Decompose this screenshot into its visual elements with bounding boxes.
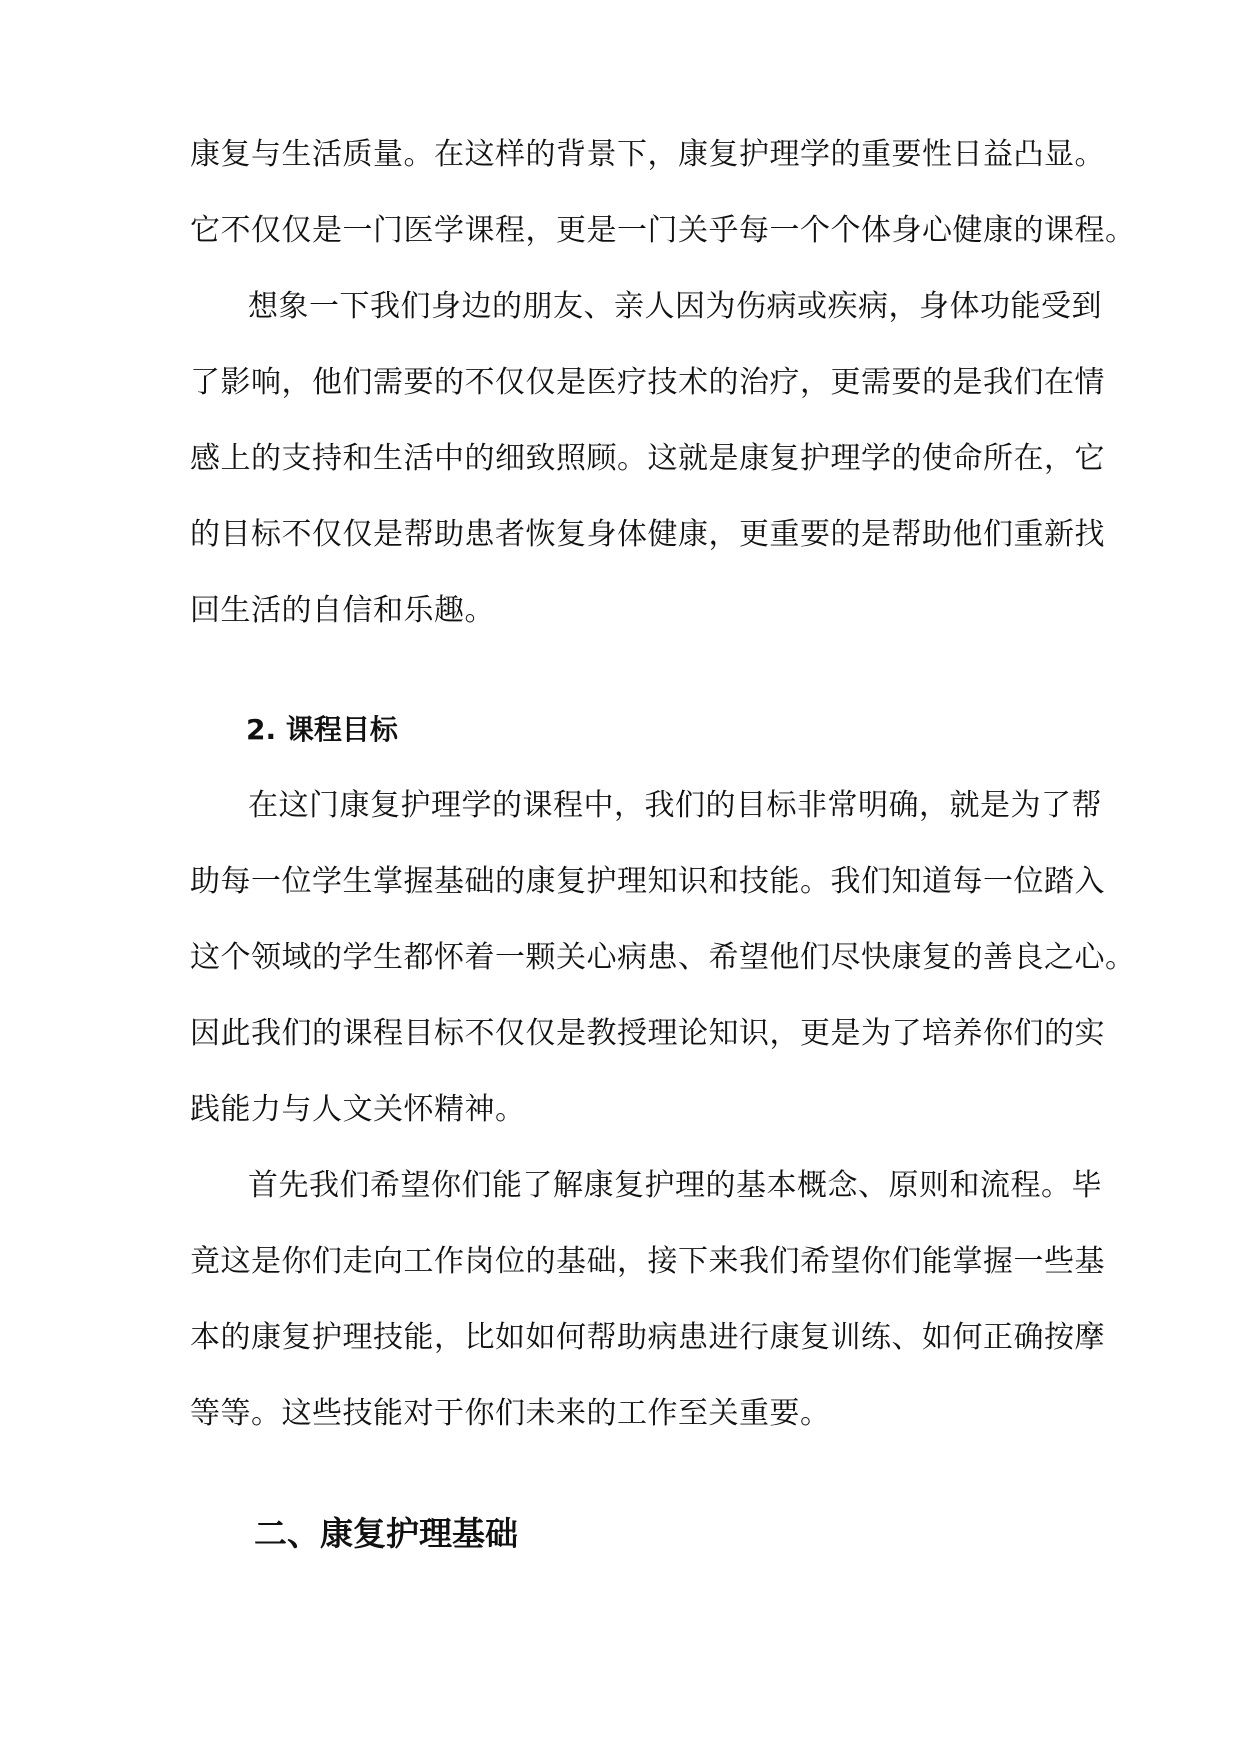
section-heading: 2. 课程目标 — [246, 713, 398, 746]
paragraph-line: 践能力与人文关怀精神。 — [190, 1092, 526, 1127]
paragraph-line: 想象一下我们身边的朋友、亲人因为伤病或疾病，身体功能受到 — [248, 289, 1102, 324]
paragraph-line: 因此我们的课程目标不仅仅是教授理论知识，更是为了培养你们的实 — [190, 1016, 1105, 1051]
paragraph-line: 的目标不仅仅是帮助患者恢复身体健康，更重要的是帮助他们重新找 — [190, 517, 1105, 552]
paragraph-line: 首先我们希望你们能了解康复护理的基本概念、原则和流程。毕 — [248, 1168, 1102, 1203]
paragraph-line: 等等。这些技能对于你们未来的工作至关重要。 — [190, 1396, 831, 1431]
paragraph-line: 这个领域的学生都怀着一颗关心病患、希望他们尽快康复的善良之心。 — [190, 940, 1136, 975]
paragraph-line: 感上的支持和生活中的细致照顾。这就是康复护理学的使命所在，它 — [190, 441, 1105, 476]
paragraph-line: 本的康复护理技能，比如如何帮助病患进行康复训练、如何正确按摩 — [190, 1320, 1105, 1355]
paragraph-line: 助每一位学生掌握基础的康复护理知识和技能。我们知道每一位踏入 — [190, 864, 1105, 899]
paragraph-line: 了影响，他们需要的不仅仅是医疗技术的治疗，更需要的是我们在情 — [190, 365, 1105, 400]
paragraph-line: 回生活的自信和乐趣。 — [190, 593, 495, 628]
paragraph-line: 竟这是你们走向工作岗位的基础，接下来我们希望你们能掌握一些基 — [190, 1244, 1105, 1279]
paragraph-line: 康复与生活质量。在这样的背景下，康复护理学的重要性日益凸显。 — [190, 137, 1105, 172]
paragraph-line: 在这门康复护理学的课程中，我们的目标非常明确，就是为了帮 — [248, 788, 1102, 823]
paragraph-line: 它不仅仅是一门医学课程，更是一门关乎每一个个体身心健康的课程。 — [190, 213, 1136, 248]
chapter-heading: 二、康复护理基础 — [254, 1514, 518, 1553]
